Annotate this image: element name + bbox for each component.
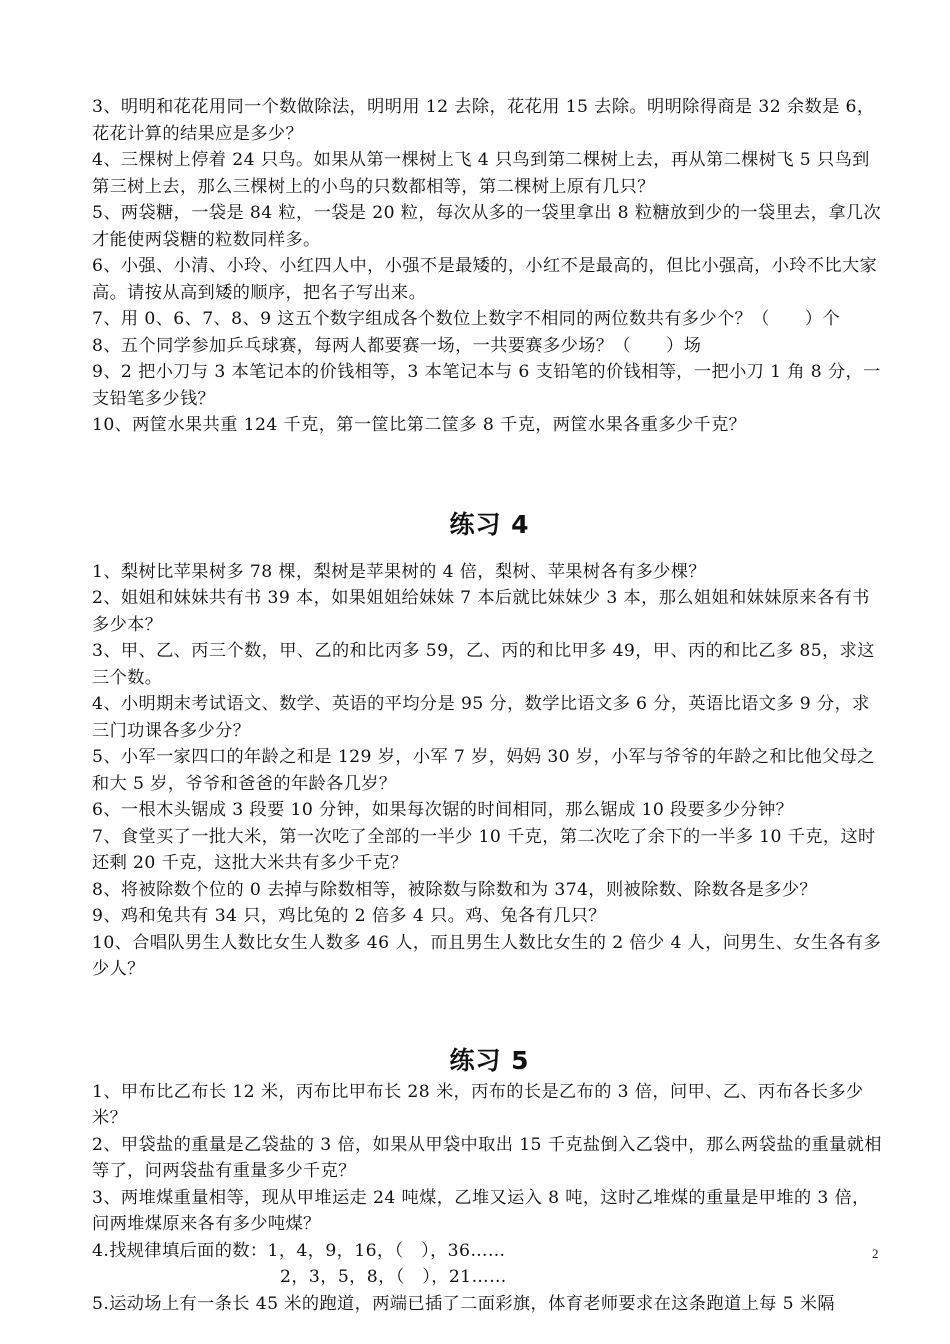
question-5-4: 4.找规律填后面的数：1，4，9，16，（ ），36…… — [92, 1240, 506, 1261]
document-page — [92, 94, 887, 1317]
practice-5-questions — [92, 1079, 887, 1318]
question-4-4: 4、小明期末考试语文、数学、英语的平均分是 95 分，数学比语文多 6 分，英语比语文多 9 分，求三门功课各多少分？ — [92, 694, 870, 741]
practice-4-questions — [92, 559, 887, 983]
question-3-9: 9、2 把小刀与 3 本笔记本的价钱相等，3 本笔记本与 6 支铅笔的价钱相等，一把小刀 1 角 8 分，一支铅笔多少钱？ — [92, 362, 881, 409]
practice-3-tail — [92, 94, 887, 439]
practice-4-title: 练习 4 — [449, 509, 530, 539]
page-number: 2 — [872, 1246, 879, 1261]
question-4-6: 6、一根木头锯成 3 段要 10 分钟，如果每次锯的时间相同，那么锯成 10 段要多少分钟？ — [92, 800, 794, 820]
question-5-1: 1、甲布比乙布长 12 米，丙布比甲布长 28 米，丙布的长是乙布的 3 倍，问甲、乙、丙布各长多少米？ — [92, 1081, 864, 1128]
question-4-9: 9、鸡和兔共有 34 只，鸡比兔的 2 倍多 4 只。鸡、兔各有几只？ — [92, 906, 606, 926]
question-3-4: 4、三棵树上停着 24 只鸟。如果从第一棵树上飞 4 只鸟到第二棵树上去，再从第二棵树飞 5 只鸟到第三树上去，那么三棵树上的小鸟的只数都相等，第二棵树上原有几只？ — [92, 150, 870, 197]
question-5-5: 5.运动场上有一条长 45 米的跑道，两端已插了二面彩旗，体育老师要求在这条跑道上每 5 米隔 — [92, 1293, 835, 1314]
question-4-7: 7、食堂买了一批大米，第一次吃了全部的一半少 10 千克，第二次吃了余下的一半多 10 千克，这时还剩 20 千克，这批大米共有多少千克？ — [92, 826, 876, 873]
question-4-3: 3、甲、乙、丙三个数，甲、乙的和比丙多 59，乙、丙的和比甲多 49，甲、丙的和比乙多 85，求这三个数。 — [92, 641, 875, 688]
question-4-10: 10、合唱队男生人数比女生人数多 46 人，而且男生人数比女生的 2 倍少 4 人，问男生、女生各有多少人？ — [92, 932, 882, 979]
question-5-2: 2、甲袋盐的重量是乙袋盐的 3 倍，如果从甲袋中取出 15 千克盐倒入乙袋中，那么两袋盐的重量就相等了，问两袋盐有重量多少千克？ — [92, 1134, 882, 1181]
question-3-10: 10、两筐水果共重 124 千克，第一筐比第二筐多 8 千克，两筐水果各重多少千克？ — [92, 415, 747, 435]
question-4-5: 5、小军一家四口的年龄之和是 129 岁，小军 7 岁，妈妈 30 岁，小军与爷爷的年龄之和比他父母之和大 5 岁，爷爷和爸爸的年龄各几岁？ — [92, 747, 875, 794]
question-4-1: 1、梨树比苹果树多 78 棵，梨树是苹果树的 4 倍，梨树、苹果树各有多少棵？ — [92, 561, 707, 582]
question-4-8: 8、将被除数个位的 0 去掉与除数相等，被除数与除数和为 374，则被除数、除数各是多少？ — [92, 879, 818, 900]
question-3-8: 8、五个同学参加乒乓球赛，每两人都要赛一场，一共要赛多少场？（ ）场 — [92, 335, 702, 356]
question-3-6: 6、小强、小清、小玲、小红四人中，小强不是最矮的，小红不是最高的，但比小强高，小玲不比大家高。请按从高到矮的顺序，把名子写出来。 — [92, 256, 878, 303]
question-3-7: 7、用 0、6、7、8、9 这五个数字组成各个数位上数字不相同的两位数共有多少个？（ ）个 — [92, 309, 841, 329]
question-3-3: 3、明明和花花用同一个数做除法，明明用 12 去除，花花用 15 去除。明明除得商是 32 余数是 6，花花计算的结果应是多少？ — [92, 97, 875, 144]
question-4-2: 2、姐姐和妹妹共有书 39 本，如果姐姐给妹妹 7 本后就比妹妹少 3 本，那么姐姐和妹妹原来各有书多少本？ — [92, 588, 870, 635]
question-5-3: 3、两堆煤重量相等，现从甲堆运走 24 吨煤，乙堆又运入 8 吨，这时乙堆煤的重量是甲堆的 3 倍，问两堆煤原来各有多少吨煤？ — [92, 1187, 870, 1234]
question-3-5: 5、两袋糖，一袋是 84 粒，一袋是 20 粒，每次从多的一袋里拿出 8 粒糖放到少的一袋里去，拿几次才能使两袋糖的粒数同样多。 — [92, 203, 882, 250]
practice-5-title: 练习 5 — [449, 1045, 530, 1075]
question-5-4-sequence-2: 2，3，5，8，（ ），21…… — [280, 1267, 507, 1287]
